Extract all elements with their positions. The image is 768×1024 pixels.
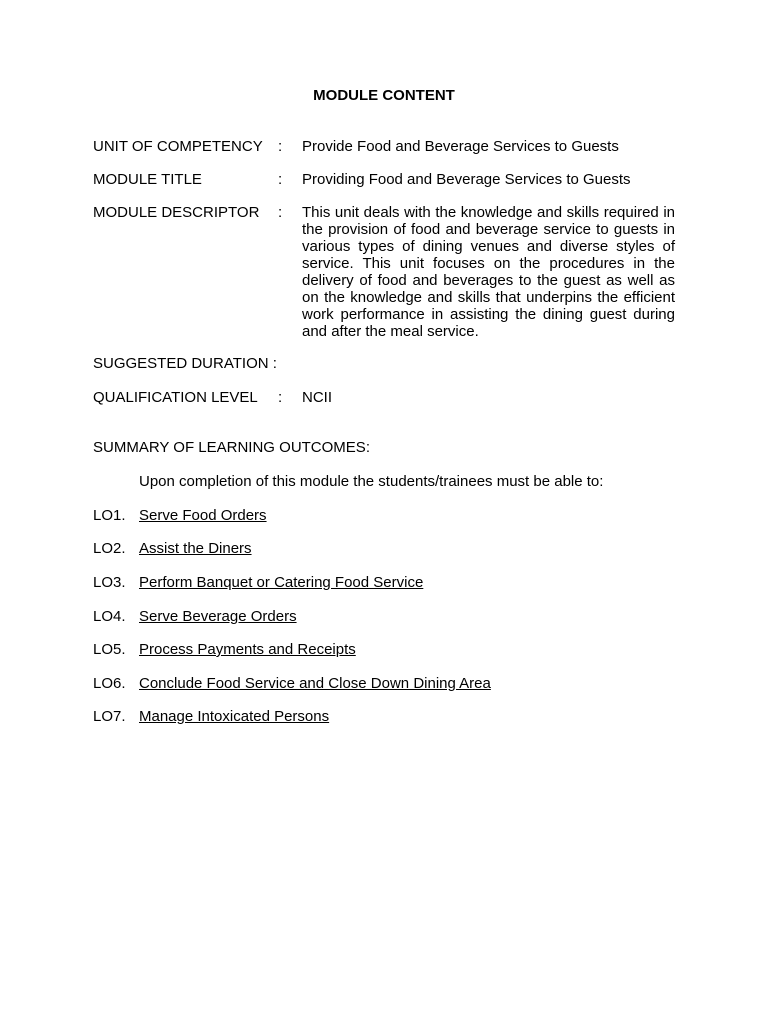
qualification-level-colon: : — [278, 389, 283, 406]
learning-outcome-number: LO2. — [93, 540, 126, 557]
unit-of-competency-label: UNIT OF COMPETENCY — [93, 138, 263, 155]
unit-of-competency-value: Provide Food and Beverage Services to Guests — [302, 138, 619, 155]
learning-outcome-number: LO4. — [93, 608, 126, 625]
learning-outcome-text: Manage Intoxicated Persons — [139, 708, 330, 725]
learning-outcome-number: LO3. — [93, 574, 126, 591]
learning-outcome-text: Perform Banquet or Catering Food Service — [139, 574, 424, 591]
page-title: MODULE CONTENT — [313, 87, 455, 104]
module-title-value: Providing Food and Beverage Services to Guests — [302, 171, 631, 188]
learning-outcome-number: LO1. — [93, 507, 126, 524]
summary-intro: Upon completion of this module the students/trainees must be able to: — [139, 473, 604, 490]
module-descriptor-value: This unit deals with the knowledge and skills required in the provision of food and beverage service to guests in various types of dining venues and diverse styles of service. This unit focuses on the procedures in the delivery of food and beverages to the guest as well as on the knowledge and skills that underpins the efficient work performance in assisting the dining guest during and after the meal service. — [302, 204, 675, 340]
learning-outcome-number: LO5. — [93, 641, 126, 658]
learning-outcome-text: Process Payments and Receipts — [139, 641, 356, 658]
module-title-colon: : — [278, 171, 283, 188]
learning-outcome-number: LO7. — [93, 708, 126, 725]
learning-outcome-text: Serve Food Orders — [139, 507, 267, 524]
module-descriptor-label: MODULE DESCRIPTOR — [93, 204, 260, 221]
learning-outcome-text: Serve Beverage Orders — [139, 608, 297, 625]
learning-outcome-number: LO6. — [93, 675, 126, 692]
learning-outcome-text: Conclude Food Service and Close Down Dining Area — [139, 675, 491, 692]
module-title-label: MODULE TITLE — [93, 171, 202, 188]
module-descriptor-colon: : — [278, 204, 283, 221]
qualification-level-value: NCII — [302, 389, 332, 406]
unit-of-competency-colon: : — [278, 138, 283, 155]
learning-outcome-text: Assist the Diners — [139, 540, 252, 557]
qualification-level-label: QUALIFICATION LEVEL — [93, 389, 258, 406]
summary-heading: SUMMARY OF LEARNING OUTCOMES: — [93, 439, 370, 456]
suggested-duration-label: SUGGESTED DURATION : — [93, 355, 277, 372]
